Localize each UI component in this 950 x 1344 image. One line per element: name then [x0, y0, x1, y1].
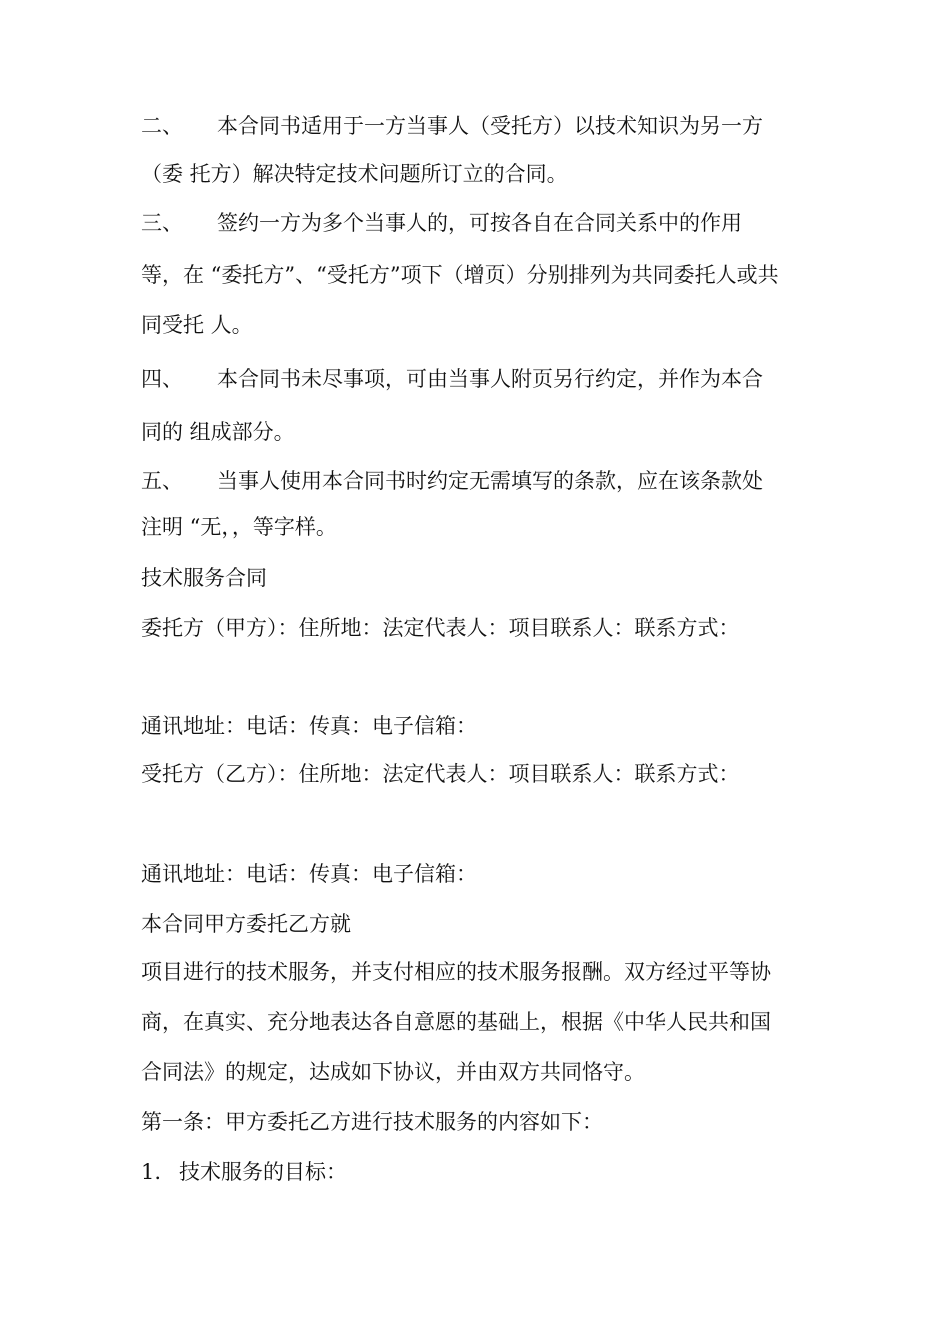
- note-text: 注明 “无，，等字样。: [141, 515, 337, 539]
- note-number: 五、: [141, 469, 183, 493]
- note-item-5: [141, 467, 763, 495]
- note-item-5-continued: [141, 513, 337, 541]
- party-a-info: 委托方（甲方）：住所地：法定代表人：项目联系人：联系方式：: [141, 616, 740, 640]
- note-item-3-continued: [141, 311, 253, 339]
- intro-line: 本合同甲方委托乙方就: [141, 912, 351, 936]
- note-item-4-continued: [141, 418, 295, 446]
- note-text: （委 托方）解决特定技术问题所订立的合同。: [141, 162, 568, 186]
- note-text: 当事人使用本合同书时约定无需填写的条款，应在该条款处: [217, 469, 763, 493]
- contract-title: 技术服务合同: [141, 566, 267, 590]
- party-a-contact: 通讯地址：电话：传真：电子信箱：: [141, 714, 477, 738]
- article-1-heading: 第一条：甲方委托乙方进行技术服务的内容如下：: [141, 1110, 603, 1134]
- intro-line: 合同法》的规定，达成如下协议，并由双方共同恪守。: [141, 1060, 645, 1084]
- note-number: 四、: [141, 367, 183, 391]
- note-text: 签约一方为多个当事人的，可按各自在合同关系中的作用: [217, 211, 742, 235]
- note-item-4: [141, 365, 763, 393]
- note-item-3-continued: [141, 261, 779, 289]
- note-text: 本合同书适用于一方当事人（受托方）以技术知识为另一方: [217, 114, 763, 138]
- note-item-2-continued: [141, 160, 568, 188]
- intro-line: 商，在真实、充分地表达各自意愿的基础上，根据《中华人民共和国: [141, 1010, 771, 1034]
- service-item-1: [141, 1158, 347, 1186]
- note-item-3: [141, 209, 742, 237]
- party-b-contact: 通讯地址：电话：传真：电子信箱：: [141, 862, 477, 886]
- note-text: 同的 组成部分。: [141, 420, 295, 444]
- note-text: 同受托 人。: [141, 313, 253, 337]
- note-item-2: [141, 112, 763, 140]
- item-number: 1.: [141, 1160, 162, 1184]
- intro-line: 项目进行的技术服务，并支付相应的技术服务报酬。双方经过平等协: [141, 960, 771, 984]
- note-text: 本合同书未尽事项，可由当事人附页另行约定，并作为本合: [217, 367, 763, 391]
- note-text: 等，在 “委托方”、“受托方”项下（增页）分别排列为共同委托人或共: [141, 263, 779, 287]
- note-number: 二、: [141, 114, 183, 138]
- note-number: 三、: [141, 211, 183, 235]
- item-text: 技术服务的目标：: [179, 1160, 347, 1184]
- party-b-info: 受托方（乙方）：住所地：法定代表人：项目联系人：联系方式：: [141, 762, 740, 786]
